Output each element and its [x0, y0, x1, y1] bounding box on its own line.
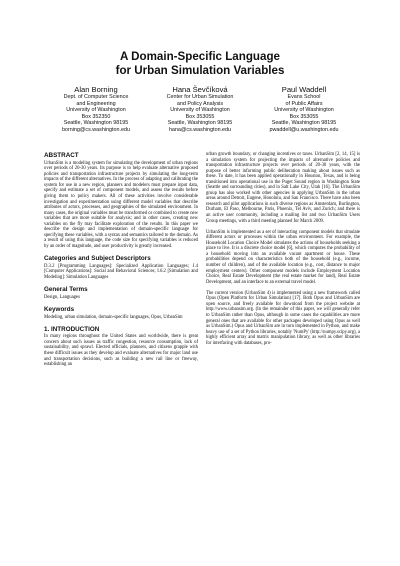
author-affiliation-line: University of Washington: [170, 107, 230, 114]
author-affiliation-line: Box 353055: [289, 113, 319, 120]
author-email: hana@cs.washington.edu: [168, 126, 232, 133]
author-affiliation-line: Box 352350: [81, 113, 111, 120]
author-affiliation-line: Seattle, Washington 98195: [63, 120, 129, 127]
author-name: Alan Borning: [74, 85, 118, 94]
terms-section: [44, 286, 198, 300]
author-name: Hana Ševčíková: [172, 85, 228, 94]
author-affiliation-line: Dept. of Computer Science: [63, 94, 129, 100]
introduction-section: [44, 326, 198, 368]
terms-heading: General Terms: [44, 285, 88, 293]
categories-heading: Categories and Subject Descriptors: [44, 255, 151, 263]
categories-text: D.3.2 [Programming Languages]: Specialized Application Languages; J.4 [Computer Applications]: Social and Behavioral Sciences; I.6.2 [Simulation and Modeling]: Simulation Languages: [44, 263, 198, 280]
author-2: [148, 85, 252, 134]
author-email: borning@cs.washington.edu: [61, 126, 131, 133]
abstract-heading: ABSTRACT: [44, 152, 79, 159]
author-block: [44, 85, 356, 134]
keywords-section: [44, 306, 198, 320]
introduction-text: In many regions throughout the United States and worldwide, there is great concern about such issues as traffic congestion, resource consumption, lack of sustainability, and sprawl. Elected officials, planners, and citizens grapple with these difficult issues as they develop and evaluate alternatives for major land use and transportation decisions, such as building a new rail line or freeway, establishing an: [44, 334, 198, 368]
keywords-text: Modeling, urban simulation, domain-specific languages, Opus, UrbanSim: [44, 314, 183, 320]
terms-text: Design, Languages: [44, 294, 80, 300]
author-affiliation-line: Evans School: [287, 94, 321, 100]
author-affiliation-line: of Public Affairs: [285, 100, 323, 107]
author-name: Paul Waddell: [281, 85, 327, 94]
author-affiliation-line: Seattle, Washington 98195: [167, 120, 233, 127]
introduction-heading: 1. INTRODUCTION: [44, 325, 100, 333]
categories-section: [44, 255, 198, 280]
title-line-1: A Domain-Specific Language: [120, 50, 280, 63]
body-paragraph: urban growth boundary, or changing incentives or taxes. UrbanSim [2, 14, 15] is a simulation system for projecting the impacts of alternative policies and transportation infrastructure projects over periods of 20-30 years, with the purpose of better informing public deliberation making about issues such as these. To date, it has been applied operationally in Houston, Texas, and is being transitioned into operational use in the Puget Sound region in Washington State (Seattle and surrounding cities), and in Salt Lake City, Utah [16]. The UrbanSim group has also worked with other agencies in applying UrbanSim in the urban areas around Detroit, Eugene, Honolulu, and San Francisco. There have also been research and pilot applications in such diverse regions as Amsterdam, Burlington, Durham, El Paso, Melbourne, Paris, Phoenix, Tel Aviv, and Zurich; and there is an active user community, including a mailing list and two UrbanSim Users Group meetings, with a third meeting planned for March 2009.: [206, 152, 360, 224]
paper-title: [0, 50, 400, 78]
body-paragraph: UrbanSim is implemented as a set of interacting component models that simulate different actors or processes within the urban environment. For example, the Household Location Choice Model simulates the actions of households seeking a place to live. It is a discrete choice model [6], which computes the probability of a household moving into an available vacant apartment or house. These probabilities depend on characteristics both of the household (e.g., income, number of children), and of the available location (e.g., cost, distance to major employment centers). Other component models include Employment Location Choice, Real Estate Development (the real estate market for land), Real Estate Development, and an interface to an external travel model.: [206, 229, 360, 285]
author-affiliation-line: University of Washington: [66, 107, 126, 114]
keywords-heading: Keywords: [44, 305, 75, 313]
author-1: [44, 85, 148, 134]
title-line-2: for Urban Simulation Variables: [115, 64, 285, 77]
author-affiliation-line: Center for Urban Simulation: [166, 94, 234, 100]
author-3: [252, 85, 356, 134]
author-affiliation-line: University of Washington: [274, 107, 334, 114]
author-affiliation-line: and Policy Analysis: [176, 100, 224, 107]
author-affiliation-line: and Engineering: [76, 100, 116, 107]
left-column: [44, 152, 198, 368]
body-paragraph: The current version (UrbanSim 4) is implemented using a new framework called Opus (Open Platform for Urban Simulation) [17]. Both Opus and UrbanSim are open source, and freely available for download from the project website at http://www.urbansim.org. (In the remainder of this paper, we will generally refer to UrbanSim rather than Opus, although in some cases the capabilities are more general ones that are available for other packages developed using Opus as well as UrbanSim.) Opus and UrbanSim are in turn implemented in Python, and make heavy use of a set of Python libraries, notably 'NumPy' (http://numpy.scipy.org), a highly efficient array and matrix manipulation library, as well as other libraries for interfacing with databases, pro-: [206, 290, 360, 346]
author-email: pwaddell@u.washington.edu: [269, 126, 339, 133]
abstract-text: UrbanSim is a modeling system for simulating the development of urban regions over periods of 20-30 years. Its purpose is to help evaluate alternative proposed policies and transportation infrastructure projects by simulating the long-term impacts of the different alternatives. In the process of adapting and calibrating the system for use in a new region, planners and modelers must prepare input data, specify and estimate a set of component models, and assess the results before giving them to policy makers. All of these activities involve considerable investigation and experimentation using different model variables that describe attributes of actors, processes, and geographies of the simulated environment. In many cases, the original variables must be transformed or combined to create new variables that are more suitable for analysis; and in other cases, creating new variables on the fly may facilitate exploration of the results. In this paper we describe the design and implementation of domain-specific language for specifying these variables, with a syntax and semantics tailored to the domain. As a result of using this language, the code size for specifying variables is reduced by an order of magnitude, and user productivity is greatly increased.: [44, 160, 198, 249]
right-column: [206, 152, 360, 346]
author-affiliation-line: Box 353055: [185, 113, 215, 120]
author-affiliation-line: Seattle, Washington 98195: [271, 120, 337, 127]
